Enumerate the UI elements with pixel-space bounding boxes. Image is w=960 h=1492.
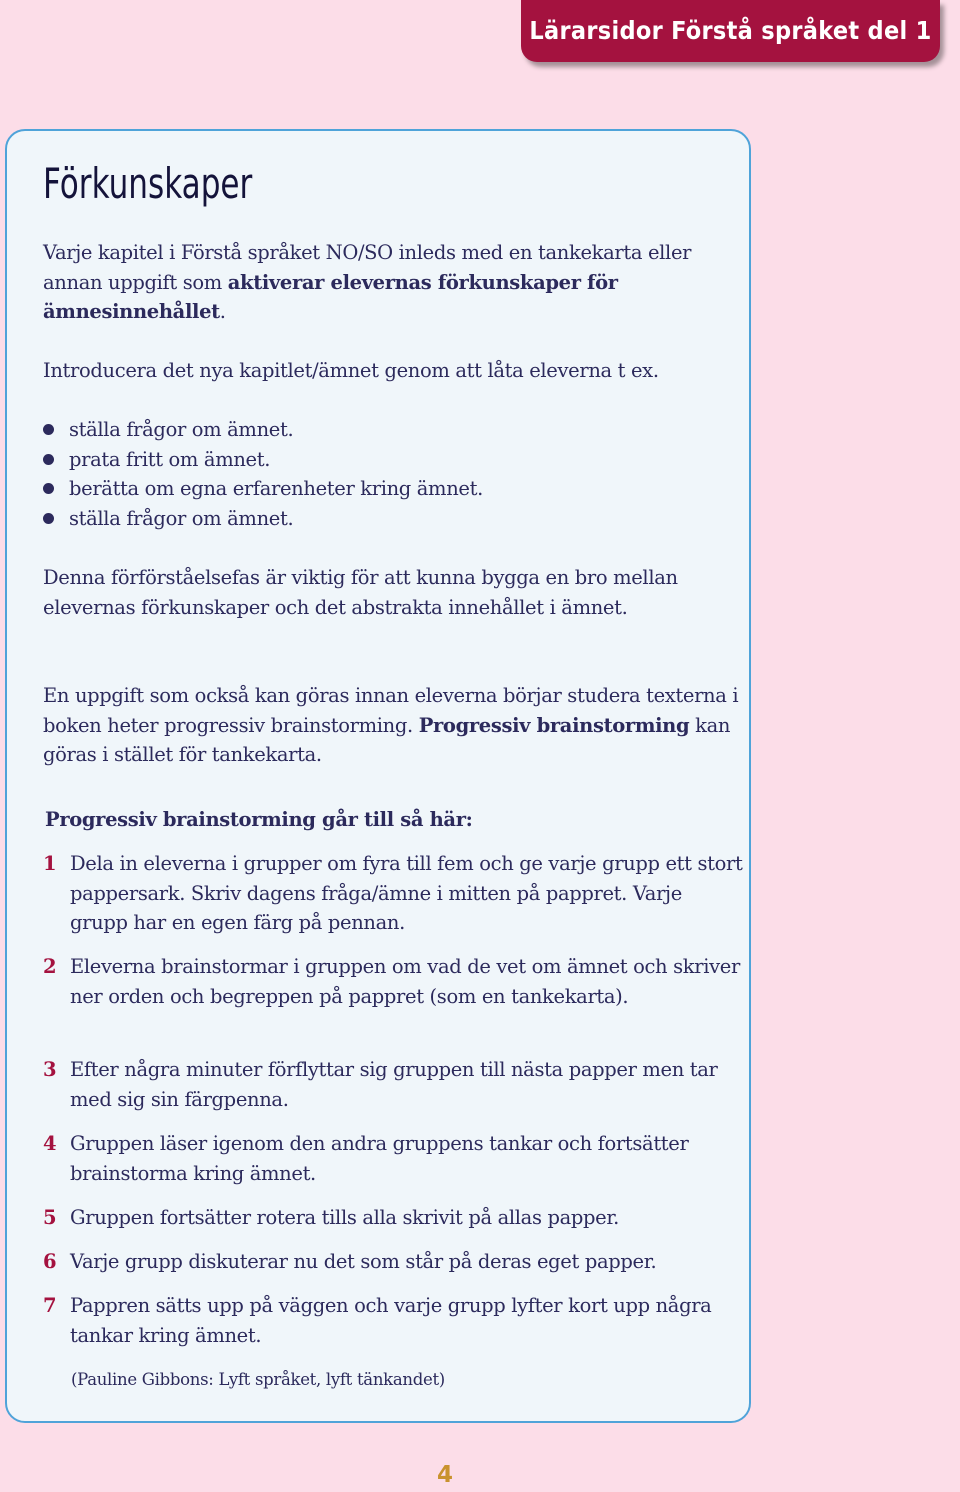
- steps-heading: Progressiv brainstorming går till så här:: [45, 808, 473, 831]
- step-text: Gruppen läser igenom den andra gruppens tankar och fortsätter brainstorma kring ämnet.: [70, 1132, 689, 1185]
- lead-paragraph: Introducera det nya kapitlet/ämnet genom att låta eleverna t ex.: [43, 359, 659, 382]
- step-number: 3: [43, 1058, 57, 1081]
- step-number: 4: [43, 1132, 57, 1155]
- step-number: 1: [43, 852, 57, 875]
- step-item: [43, 1203, 743, 1233]
- intro-emphasis: aktiverar elevernas förkunskaper för ämnesinnehållet: [43, 270, 618, 323]
- bullet-text: berätta om egna erfarenheter kring ämnet.: [69, 477, 483, 500]
- step-text: Pappren sätts upp på väggen och varje grupp lyfter kort upp några tankar kring ämnet.: [70, 1294, 712, 1347]
- source-citation: (Pauline Gibbons: Lyft språket, lyft tänkandet): [71, 1370, 445, 1389]
- step-item: [43, 1129, 743, 1188]
- step-item: [43, 952, 743, 1011]
- page-title: Förkunskaper: [43, 159, 253, 208]
- intro-paragraph: [43, 238, 743, 327]
- step-number: 5: [43, 1206, 57, 1229]
- bullet-item: [43, 415, 483, 445]
- header-label: Lärarsidor Förstå språket del 1: [529, 16, 932, 45]
- bullet-icon: [43, 424, 54, 435]
- step-number: 6: [43, 1250, 57, 1273]
- step-text: Varje grupp diskuterar nu det som står på deras eget papper.: [70, 1250, 657, 1273]
- step-item: [43, 1055, 743, 1114]
- step-text: Gruppen fortsätter rotera tills alla skrivit på allas papper.: [70, 1206, 620, 1229]
- bullet-icon: [43, 454, 54, 465]
- step-text: Eleverna brainstormar i gruppen om vad de vet om ämnet och skriver ner orden och begreppen på pappret (som en tankekarta).: [70, 955, 740, 1008]
- step-number: 7: [43, 1294, 57, 1317]
- header-tab: [521, 0, 940, 62]
- bullet-list: [43, 415, 483, 533]
- intro-end: .: [219, 300, 226, 323]
- step-number: 2: [43, 955, 57, 978]
- brainstorm-text: En uppgift som också kan göras innan eleverna börjar studera texterna i boken heter progressiv brainstorming.: [43, 684, 739, 737]
- bullet-item: [43, 445, 483, 475]
- intro-text: Varje kapitel i Förstå språket NO/SO inleds med en tankekarta eller annan uppgift som: [43, 241, 692, 294]
- understanding-paragraph: Denna förförståelsefas är viktig för att kunna bygga en bro mellan elevernas förkunskaper och det abstrakta innehållet i ämnet.: [43, 566, 678, 619]
- page-number: 4: [436, 1462, 453, 1488]
- bullet-icon: [43, 483, 54, 494]
- brainstorm-emphasis: Progressiv brainstorming: [418, 713, 690, 737]
- bullet-icon: [43, 513, 54, 524]
- bullet-text: prata fritt om ämnet.: [69, 447, 271, 471]
- bullet-item: [43, 474, 483, 504]
- bullet-text: ställa frågor om ämnet.: [69, 418, 294, 441]
- step-text: Efter några minuter förflyttar sig gruppen till nästa papper men tar med sig sin färgpenna.: [70, 1058, 718, 1111]
- bullet-item: [43, 504, 483, 534]
- step-item: [43, 849, 743, 938]
- step-text: Dela in eleverna i grupper om fyra till fem och ge varje grupp ett stort pappersark. Skriv dagens fråga/ämne i mitten på pappret. Varje grupp har en egen färg på pennan.: [70, 852, 743, 934]
- brainstorm-paragraph: [43, 681, 743, 770]
- step-item: [43, 1291, 743, 1350]
- bullet-text: ställa frågor om ämnet.: [69, 506, 294, 530]
- step-item: [43, 1247, 743, 1277]
- brainstorm-end: kan göras i stället för tankekarta.: [43, 713, 731, 766]
